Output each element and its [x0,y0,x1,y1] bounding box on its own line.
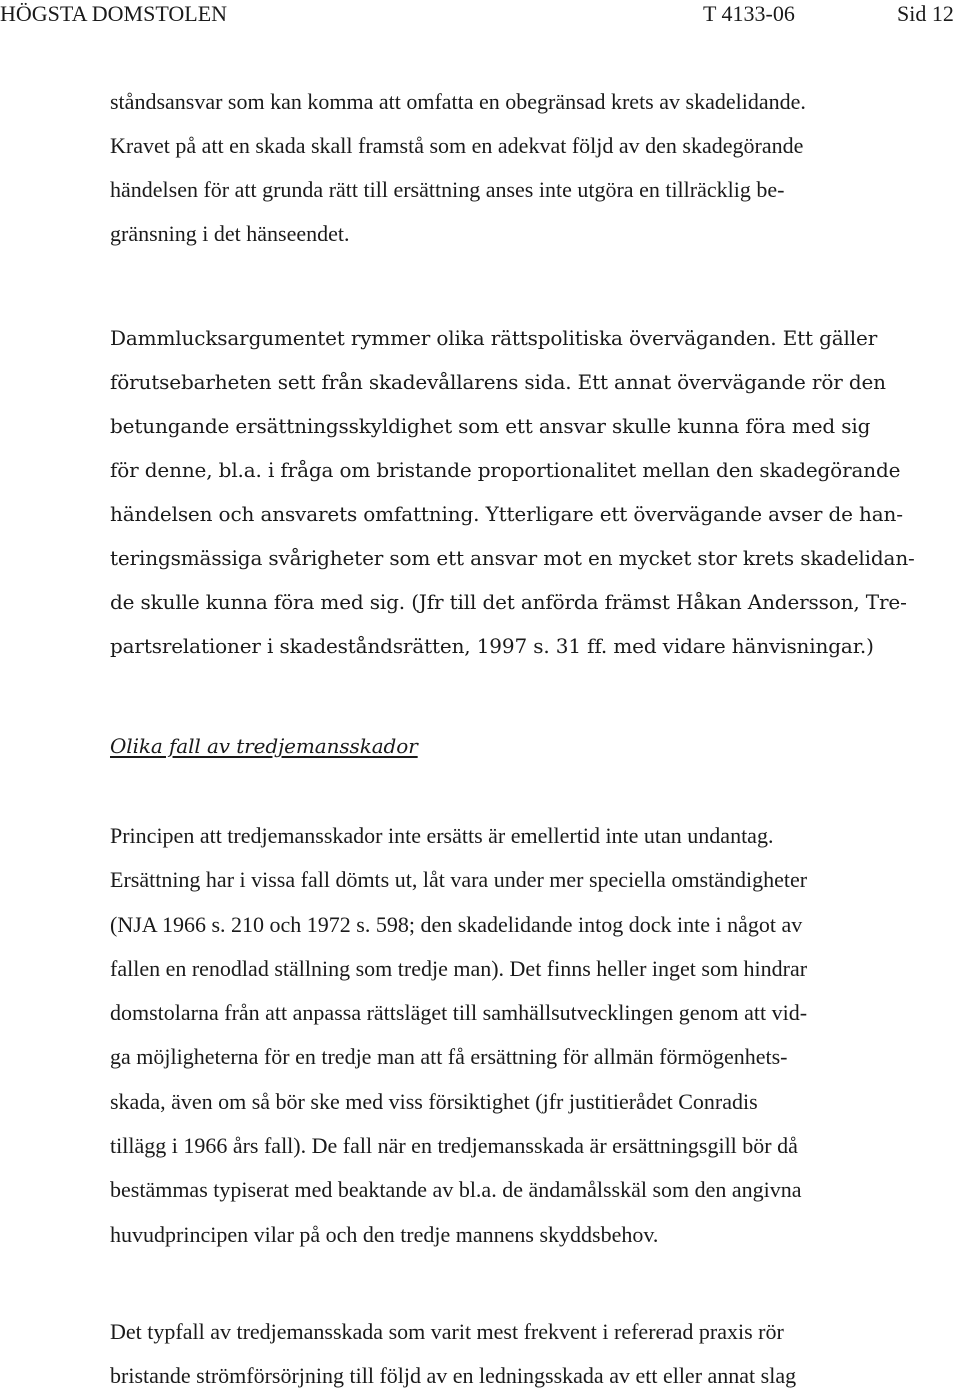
paragraph-line: för denne, bl.a. i fråga om bristande proportionalitet mellan den skadegörande [110,458,901,482]
paragraph-line: ståndsansvar som kan komma att omfatta en obegränsad krets av skadelidande. [110,89,806,114]
court-name: HÖGSTA DOMSTOLEN [0,1,228,26]
paragraph-line: huvudprincipen vilar på och den tredje mannens skyddsbehov. [110,1221,659,1247]
paragraph-line: fallen en renodlad ställning som tredje man). Det finns heller inget som hindrar [110,955,808,981]
paragraph-2 [110,316,915,668]
paragraph-line: händelsen och ansvarets omfattning. Ytterligare ett övervägande avser de han- [110,502,903,526]
paragraph-line: Kravet på att en skada skall framstå som en adekvat följd av den skadegörande [110,133,804,158]
paragraph-line: skada, även om så bör ske med viss försiktighet (jfr justitierådet Conradis [110,1088,758,1114]
paragraph-line: bristande strömförsörjning till följd av en ledningsskada av ett eller annat slag [110,1363,797,1388]
page-number: Sid 12 [897,1,954,26]
section-heading: Olika fall av tredjemansskador [110,734,418,758]
paragraph-line: bestämmas typiserat med beaktande av bl.a. de ändamålsskäl som den angivna [110,1177,802,1203]
paragraph-3 [110,814,807,1257]
paragraph-line: gränsning i det hänseendet. [110,221,350,246]
paragraph-line: händelsen för att grunda rätt till ersättning anses inte utgöra en tillräcklig be- [110,177,785,202]
paragraph-line: Det typfall av tredjemansskada som varit mest frekvent i refererad praxis rör [110,1319,784,1344]
page-header [0,0,960,30]
paragraph-line: Principen att tredjemansskador inte ersätts är emellertid inte utan undantag. [110,823,774,848]
paragraph-line: Dammlucksargumentet rymmer olika rättspolitiska överväganden. Ett gäller [110,326,878,350]
paragraph-1 [110,80,806,256]
paragraph-line: förutsebarheten sett från skadevållarens sida. Ett annat övervägande rör den [110,370,886,394]
case-number: T 4133-06 [703,1,795,26]
paragraph-line: partsrelationer i skadeståndsrätten, 1997 s. 31 ff. med vidare hänvisningar.) [110,634,874,658]
paragraph-line: de skulle kunna föra med sig. (Jfr till det anförda främst Håkan Andersson, Tre- [110,590,907,614]
paragraph-line: Ersättning har i vissa fall dömts ut, låt vara under mer speciella omständigheter [110,867,808,893]
paragraph-line: ga möjligheterna för en tredje man att få ersättning för allmän förmögenhets- [110,1044,788,1070]
paragraph-line: tillägg i 1966 års fall). De fall när en tredjemansskada är ersättningsgill bör då [110,1133,798,1159]
paragraph-line: (NJA 1966 s. 210 och 1972 s. 598; den skadelidande intog dock inte i något av [110,911,803,937]
paragraph-line: betungande ersättningsskyldighet som ett ansvar skulle kunna föra med sig [110,414,871,438]
paragraph-4 [110,1310,796,1398]
paragraph-line: domstolarna från att anpassa rättsläget till samhällsutvecklingen genom att vid- [110,1000,808,1026]
paragraph-line: teringsmässiga svårigheter som ett ansvar mot en mycket stor krets skadelidan- [110,546,915,570]
